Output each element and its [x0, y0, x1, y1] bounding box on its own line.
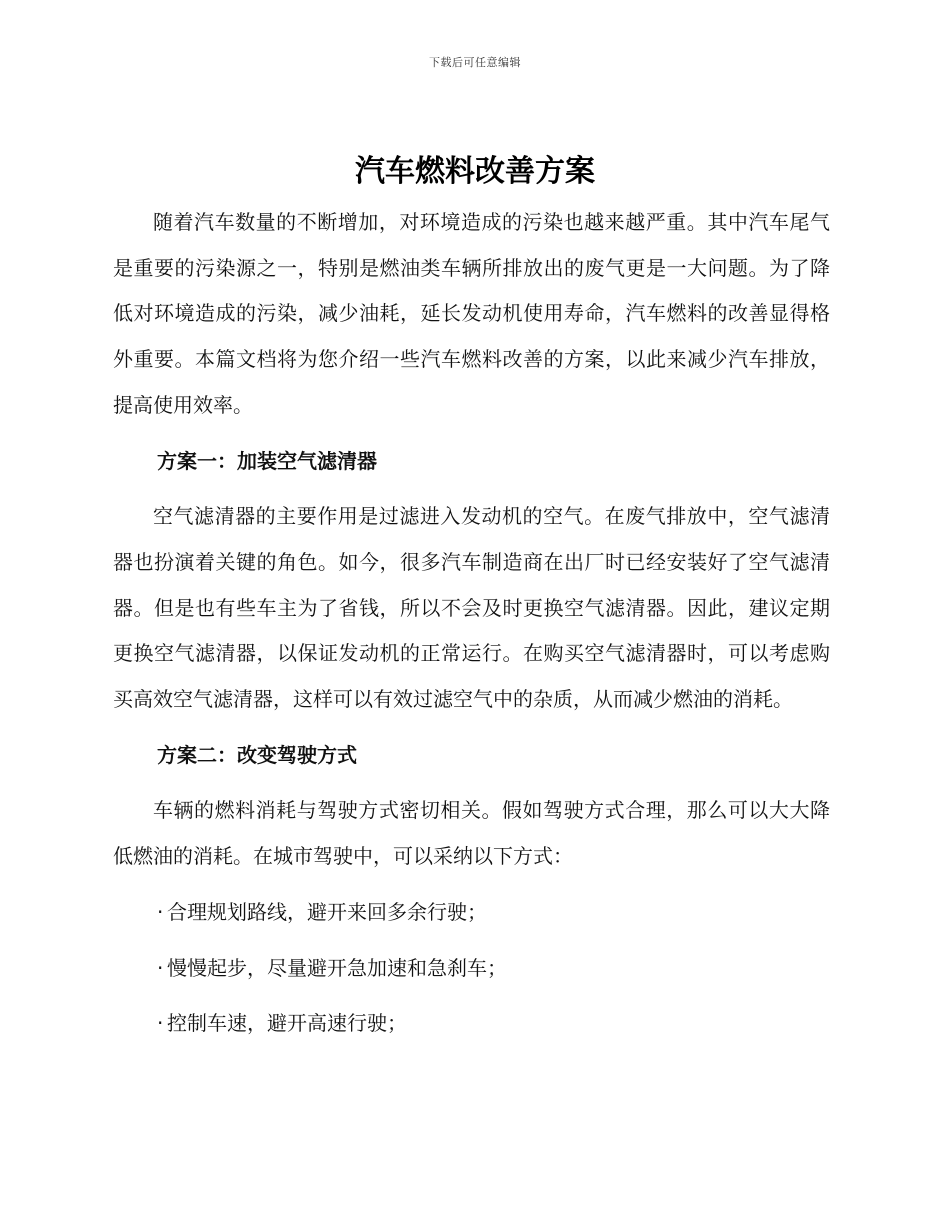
- page-header-note: 下载后可任意编辑: [429, 56, 521, 69]
- bullet-marker: ·: [157, 1011, 164, 1036]
- list-item-text: 慢慢起步，尽量避开急加速和急刹车；: [167, 955, 507, 980]
- section-1-paragraph: 空气滤清器的主要作用是过滤进入发动机的空气。在废气排放中，空气滤清器也扮演着关键的角色。如今，很多汽车制造商在出厂时已经安装好了空气滤清器。但是也有些车主为了省钱，所以不会及时更换空气滤清器。因此，建议定期更换空气滤清器，以保证发动机的正常运行。在购买空气滤清器时，可以考虑购买高效空气滤清器，这样可以有效过滤空气中的杂质，从而减少燃油的消耗。: [113, 504, 830, 712]
- section-2-paragraph: 车辆的燃料消耗与驾驶方式密切相关。假如驾驶方式合理，那么可以大大降低燃油的消耗。在城市驾驶中，可以采纳以下方式：: [113, 798, 830, 869]
- intro-paragraph: 随着汽车数量的不断增加，对环境造成的污染也越来越严重。其中汽车尾气是重要的污染源之一，特别是燃油类车辆所排放出的废气更是一大问题。为了降低对环境造成的污染，减少油耗，延长发动机使用寿命，汽车燃料的改善显得格外重要。本篇文档将为您介绍一些汽车燃料改善的方案，以此来减少汽车排放，提高使用效率。: [113, 210, 830, 417]
- list-item: [113, 946, 830, 992]
- section-1-heading: 方案一：加装空气滤清器: [157, 448, 377, 473]
- list-item-text: 控制车速，避开高速行驶；: [167, 1011, 407, 1036]
- list-item: [113, 1001, 830, 1047]
- bullet-marker: ·: [157, 899, 164, 924]
- list-item: [113, 890, 830, 936]
- document-body: [113, 200, 830, 1047]
- section-2-heading: 方案二：改变驾驶方式: [157, 742, 357, 767]
- list-item-text: 合理规划路线，避开来回多余行驶；: [167, 899, 487, 924]
- document-title: 汽车燃料改善方案: [355, 154, 595, 189]
- bullet-marker: ·: [157, 955, 164, 980]
